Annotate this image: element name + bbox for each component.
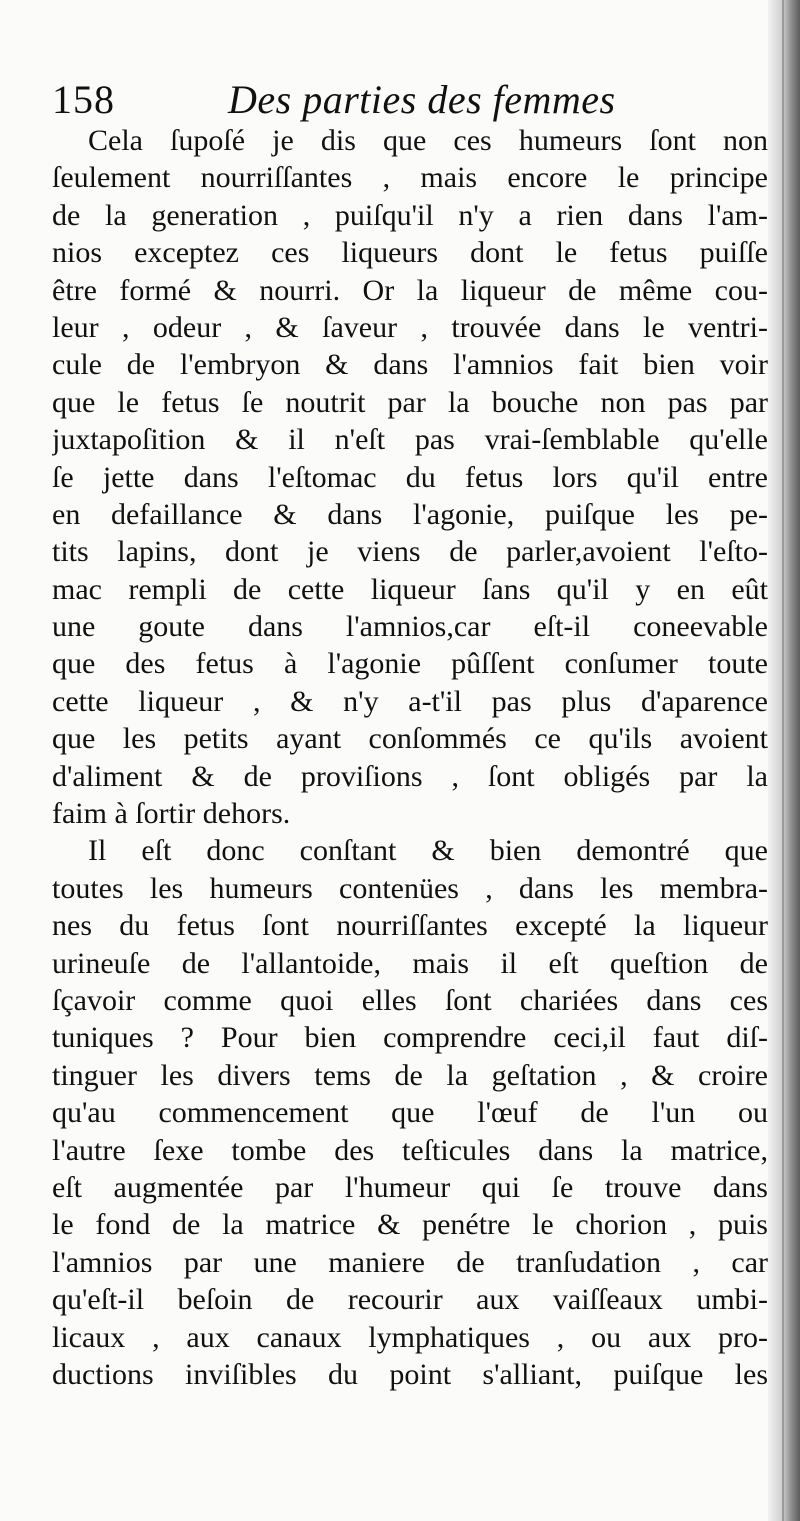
text-line: nes du fetus ſont nourriſſantes excepté la liqueur <box>52 909 768 943</box>
text-line: Cela ſupoſé je dis que ces humeurs ſont non <box>88 124 768 157</box>
text-line: ſçavoir comme quoi elles ſont chariées dans ces <box>52 983 768 1017</box>
text-line: cule de l'embryon & dans l'amnios fait bien voir <box>52 348 768 382</box>
text-line: de la generation , puiſqu'il n'y a rien dans l'am- <box>52 198 768 232</box>
text-line: ductions inviſibles du point s'alliant, puiſque les <box>52 1357 768 1391</box>
text-line: nios exceptez ces liqueurs dont le fetus puiſſe <box>52 236 768 270</box>
text-line: leur , odeur , & ſaveur , trouvée dans le ventri- <box>52 310 768 344</box>
text-line: juxtapoſition & il n'eſt pas vrai-ſemblable qu'elle <box>52 423 768 457</box>
text-line: cette liqueur , & n'y a-t'il pas plus d'aparence <box>52 684 768 718</box>
text-line: l'amnios par une maniere de tranſudation , car <box>52 1245 768 1279</box>
text-line: qu'eſt-il beſoin de recourir aux vaiſſeaux umbi- <box>52 1283 768 1317</box>
text-line: que des fetus à l'agonie pûſſent conſumer toute <box>52 647 768 681</box>
text-line: une goute dans l'amnios,car eſt-il coneevable <box>52 610 768 644</box>
text-line: Il eſt donc conſtant & bien demontré que <box>88 834 768 868</box>
page-edge <box>768 0 800 1521</box>
text-line: mac rempli de cette liqueur ſans qu'il y en eût <box>52 572 768 606</box>
text-line: tits lapins, dont je viens de parler,avoient l'eſto- <box>52 535 768 569</box>
text-line: eſt augmentée par l'humeur qui ſe trouve dans <box>52 1170 768 1204</box>
text-line: qu'au commencement que l'œuf de l'un ou <box>52 1096 768 1130</box>
text-line: l'autre ſexe tombe des teſticules dans la matrice, <box>52 1133 768 1167</box>
text-line: toutes les humeurs contenües , dans les membra- <box>52 871 768 905</box>
running-title: Des parties des femmes <box>228 77 616 122</box>
text-line: être formé & nourri. Or la liqueur de même cou- <box>52 273 768 307</box>
text-line: que le fetus ſe noutrit par la bouche non pas par <box>52 385 768 419</box>
text-line: tuniques ? Pour bien comprendre ceci,il faut diſ- <box>52 1021 768 1055</box>
text-line: tinguer les divers tems de la geſtation , & croire <box>52 1058 768 1092</box>
page-number: 158 <box>52 77 115 122</box>
body-text <box>52 122 768 1393</box>
text-line: que les petits ayant conſommés ce qu'ils avoient <box>52 722 768 756</box>
text-line: faim à ſortir dehors. <box>52 797 291 831</box>
page-header <box>52 70 772 130</box>
text-line: urineuſe de l'allantoide, mais il eſt queſtion de <box>52 946 768 980</box>
paragraph-1 <box>52 122 768 832</box>
text-line: d'aliment & de proviſions , ſont obligés par la <box>52 759 768 793</box>
text-line: ſeulement nourriſſantes , mais encore le principe <box>52 161 768 195</box>
text-line: licaux , aux canaux lymphatiques , ou aux pro- <box>52 1320 768 1354</box>
text-line: le fond de la matrice & penétre le chorion , puis <box>52 1208 768 1242</box>
text-line: ſe jette dans l'eſtomac du fetus lors qu'il entre <box>52 460 768 494</box>
paragraph-2 <box>52 832 768 1393</box>
text-line: en defaillance & dans l'agonie, puiſque les pe- <box>52 497 768 531</box>
